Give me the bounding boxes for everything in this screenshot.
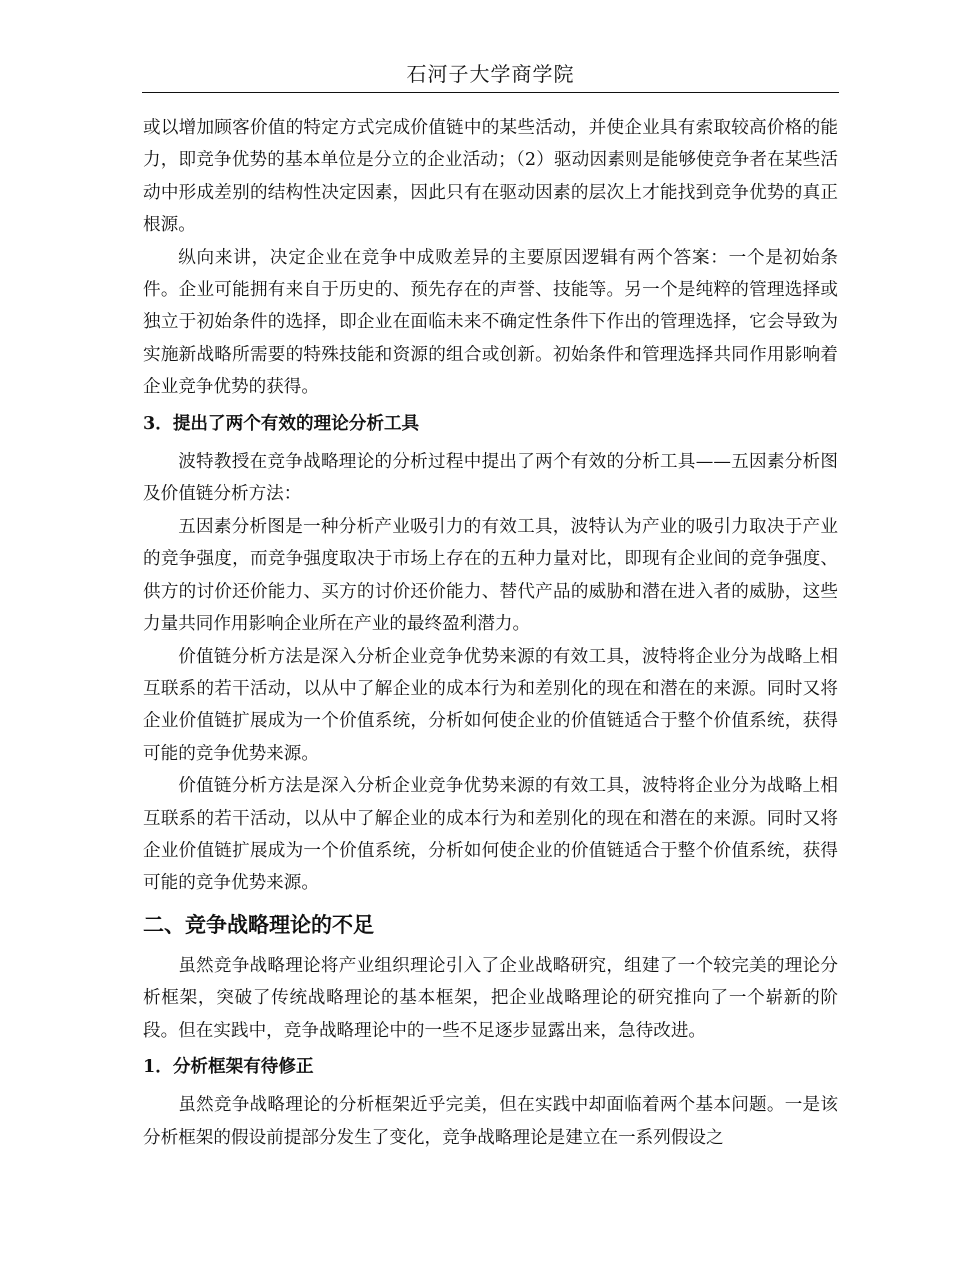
document-body <box>143 112 838 1154</box>
paragraph-value-chain: 价值链分析方法是深入分析企业竞争优势来源的有效工具，波特将企业分为战略上相互联系的若干活动，以从中了解企业的成本行为和差别化的现在和潜在的来源。同时又将企业价值链扩展成为一个价值系统，分析如何使企业的价值链适合于整个价值系统，获得可能的竞争优势来源。 <box>143 646 838 764</box>
paragraph-initial-conditions: 纵向来讲，决定企业在竞争中成败差异的主要原因逻辑有两个答案：一个是初始条件。企业可能拥有来自于历史的、预先存在的声誉、技能等。另一个是纯粹的管理选择或独立于初始条件的选择，即企业在面临未来不确定性条件下作出的管理选择，它会导致为实施新战略所需要的特殊技能和资源的组合或创新。初始条件和管理选择共同作用影响着企业竞争优势的获得。 <box>143 247 838 398</box>
section-heading-shortcomings: 二、竞争战略理论的不足 <box>143 911 374 937</box>
header-title: 石河子大学商学院 <box>406 62 575 86</box>
paragraph-value-chain-repeat: 价值链分析方法是深入分析企业竞争优势来源的有效工具，波特将企业分为战略上相互联系的若干活动，以从中了解企业的成本行为和差别化的现在和潜在的来源。同时又将企业价值链扩展成为一个价值系统，分析如何使企业的价值链适合于整个价值系统，获得可能的竞争优势来源。 <box>143 776 838 894</box>
paragraph-shortcomings-intro: 虽然竞争战略理论将产业组织理论引入了企业战略研究，组建了一个较完美的理论分析框架，突破了传统战略理论的基本框架，把企业战略理论的研究推向了一个崭新的阶段。但在实践中，竞争战略理论中的一些不足逐步显露出来，急待改进。 <box>143 955 838 1041</box>
paragraph-five-forces: 五因素分析图是一种分析产业吸引力的有效工具，波特认为产业的吸引力取决于产业的竞争强度，而竞争强度取决于市场上存在的五种力量对比，即现有企业间的竞争强度、供方的讨价还价能力、买方的讨价还价能力、替代产品的威胁和潜在进入者的威胁，这些力量共同作用影响企业所在产业的最终盈利潜力。 <box>143 516 838 635</box>
paragraph-framework-issues: 虽然竞争战略理论的分析框架近乎完美，但在实践中却面临着两个基本问题。一是该分析框架的假设前提部分发生了变化，竞争战略理论是建立在一系列假设之 <box>143 1095 838 1148</box>
page-header <box>142 60 839 93</box>
paragraph-tools-intro: 波特教授在竞争战略理论的分析过程中提出了两个有效的分析工具——五因素分析图及价值链分析方法： <box>143 452 838 505</box>
paragraph-continued: 或以增加顾客价值的特定方式完成价值链中的某些活动，并使企业具有索取较高价格的能力，即竞争优势的基本单位是分立的企业活动；（2）驱动因素则是能够使竞争者在某些活动中形成差别的结构性决定因素，因此只有在驱动因素的层次上才能找到竞争优势的真正根源。 <box>143 118 838 236</box>
subheading-analysis-tools: 3．提出了两个有效的理论分析工具 <box>143 412 420 434</box>
subheading-framework-revision: 1．分析框架有待修正 <box>143 1055 314 1077</box>
